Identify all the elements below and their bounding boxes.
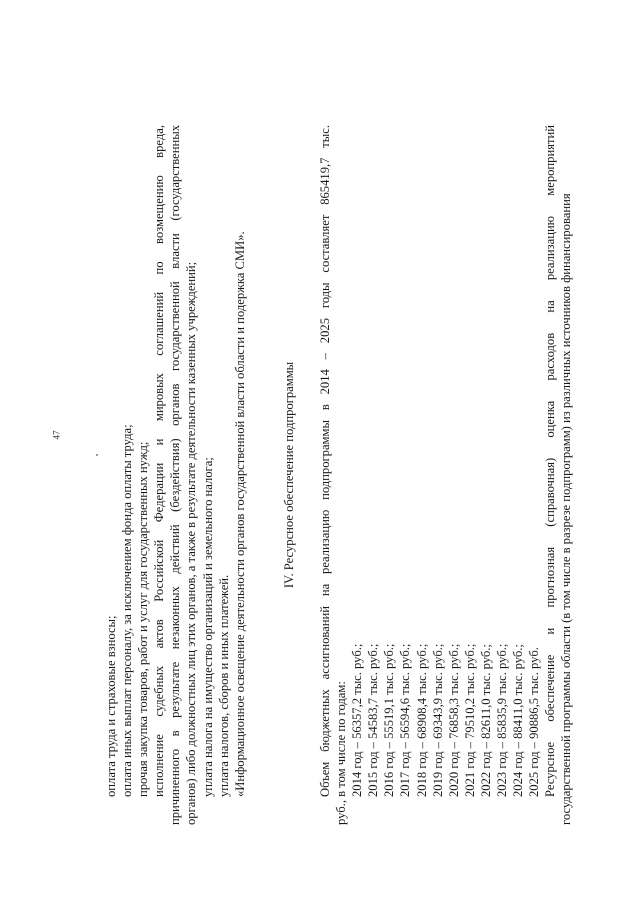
section-title: IV. Ресурсное обеспечение подпрограммы [281,361,296,589]
court-acts-line: исполнение судебных актов Российской Федерации и мировых соглашений по возмещению вреда, [152,125,167,797]
year-row: 2018 год – 68908,4 тыс. руб.; [414,643,429,797]
year-row: 2019 год – 69343,9 тыс. руб.; [430,643,445,797]
tax-item: уплата налога на имущество организаций и земельного налога; [200,457,215,797]
info-subprogram: «Информационное освещение деятельности органов государственной власти области и подержка СМИ». [232,231,247,797]
year-row: 2024 год – 88411,0 тыс. руб.; [511,644,526,797]
rotated-text-block [103,125,574,825]
year-row: 2016 год – 55519,1 тыс. руб.; [382,643,397,797]
resource-line: Ресурсное обеспечение и прогнозная (справочная) оценка расходов на реализацию мероприятий [543,125,558,797]
list-item: прочая закупка товаров, работ и услуг для государственных нужд; [136,441,151,797]
year-row: 2022 год – 82611,0 тыс. руб.; [478,644,493,797]
year-row: 2015 год – 54583,7 тыс. руб.; [366,643,381,797]
year-row: 2017 год – 56594,6 тыс. руб.; [398,643,413,797]
year-row: 2023 год – 85835,9 тыс. руб.; [494,643,509,797]
resource-line: государственной программы области (в том числе в разрезе подпрограмм) из различных источников финансирования [559,193,574,825]
page-number: 47 [51,430,62,440]
year-row: 2021 год – 79510,2 тыс. руб.; [462,643,477,797]
court-acts-line: причиненного в результате незаконных действий (бездействия) органов государственной власти (государственных [168,125,183,825]
budget-line: Объем бюджетных ассигнований на реализацию подпрограммы в 2014 – 2025 годы составляет 865419,7 тыс. [317,125,332,797]
tax-item: уплата налогов, сборов и иных платежей. [216,574,231,797]
scan-dot [96,454,98,456]
list-item: оплата труда и страховые взносы; [104,615,118,797]
court-acts-line: органов) либо должностных лиц этих органов, а также в результате деятельности казенных учреждений; [184,261,199,825]
budget-line: руб., в том числе по годам: [334,681,349,825]
year-row: 2014 год – 56357,2 тыс. руб.; [350,643,365,797]
year-row: 2025 год – 90886,5 тыс. руб. [527,647,542,797]
year-row: 2020 год – 76858,3 тыс. руб.; [446,643,461,797]
list-item: оплата иных выплат персоналу, за исключением фонда оплаты труда; [120,424,135,797]
